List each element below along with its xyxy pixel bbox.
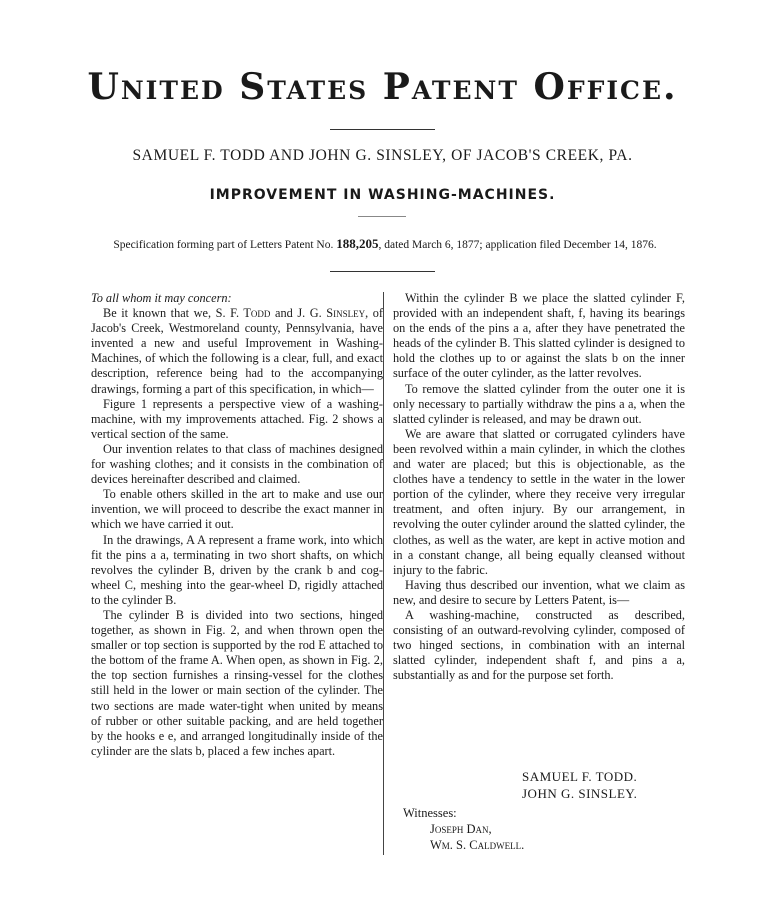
spec-rule (330, 271, 435, 272)
title-rule (330, 129, 435, 130)
improvement-title: IMPROVEMENT IN WASHING-MACHINES. (209, 187, 556, 203)
left-column (91, 291, 383, 759)
paragraph-5: In the drawings, A A represent a frame work, into which fit the pins a a, terminating in two short shafts, on which revolves the cylinder B, driven by the crank b and cog-wheel C, meshing into the gear-wheel D, rigidly attached to the cylinder B. (91, 532, 383, 607)
salutation: To all whom it may concern: (91, 291, 232, 305)
column-divider (383, 292, 384, 855)
p1-name2: J. G. Sinsley (297, 306, 366, 321)
paragraph-4: To enable others skilled in the art to make and use our invention, we will proceed to describe the exact manner in which we have carried it out. (91, 487, 383, 532)
spec-after: , dated March 6, 1877; application filed December 14, 1876. (378, 239, 657, 251)
office-title: United States Patent Office. (87, 66, 678, 108)
paragraph-10: Having thus described our invention, what we claim as new, and desire to secure by Letters Patent, is— (393, 577, 685, 607)
specification-line (95, 236, 675, 253)
p1-start: Be it known that we, (103, 306, 216, 321)
witness-2: Wm. S. Caldwell. (430, 838, 525, 852)
paragraph-3: Our invention relates to that class of machines designed for washing clothes; and it consists in the combination of devices hereinafter described and claimed. (91, 441, 383, 487)
p1-mid: and (270, 306, 298, 321)
paragraph-2: Figure 1 represents a perspective view of a washing-machine, with my improvements attached. Fig. 2 shows a vertical section of the same. (91, 396, 383, 441)
witnesses-block (403, 805, 524, 853)
paragraph-7: Within the cylinder B we place the slatted cylinder F, provided with an independent shaft, f, having its bearings on the ends of the pins a a, after they have penetrated the heads of the cylinder B. This slatted cylinder is designed to hold the clothes up to or against the slats b on the inner surface of the outer cylinder, as the latter revolves. (393, 291, 685, 381)
inventor-1-signature: SAMUEL F. TODD. (522, 769, 638, 784)
witnesses-label: Witnesses: (403, 806, 457, 820)
witness-1: Joseph Dan, (430, 822, 492, 836)
inventor-signatures (522, 768, 637, 802)
inventor-2-signature: JOHN G. SINSLEY. (522, 786, 638, 801)
paragraph-8: To remove the slatted cylinder from the outer one it is only necessary to partially withdraw the pins a a, when the slatted cylinder is released, and may be drawn out. (393, 381, 685, 426)
paragraph-9: We are aware that slatted or corrugated cylinders have been revolved within a main cylinder, in which the clothes and water are placed; but this is objectionable, as the clothes have a tendency to settle in the water in the lower portion of the cylinder, where they receive very irregular treatment, and often injury. By our arrangement, in revolving the outer cylinder around the slatted cylinder, the clothes, as well as the water, are kept in active motion and in a constant change, all being equally cleansed without injury to the fabric. (393, 426, 685, 577)
improvement-rule (358, 216, 406, 217)
right-column (393, 291, 685, 683)
paragraph-11: A washing-machine, constructed as described, consisting of an outward-revolving cylinder, composed of two hinged sections, in combination with an internal slatted cylinder, independent shaft f, and pins a a, substantially as and for the purpose set forth. (393, 607, 685, 683)
paragraph-1 (91, 306, 383, 397)
spec-before: Specification forming part of Letters Patent No. (113, 239, 337, 251)
inventors-line: SAMUEL F. TODD AND JOHN G. SINSLEY, OF JACOB'S CREEK, PA. (132, 147, 633, 164)
patent-number: 188,205 (336, 236, 379, 251)
paragraph-6: The cylinder B is divided into two sections, hinged together, as shown in Fig. 2, and when thrown open the smaller or top section is supported by the rod E attached to the bottom of the frame A. When open, as shown in Fig. 2, the top section furnishes a rinsing-vessel for the clothes still held in the lower or main section of the cylinder. The two sections are made water-tight when united by means of rubber or other suitable packing, and are held together by the hooks e e, and arranged longitudinally inside of the cylinder are the slats b, placed a few inches apart. (91, 607, 383, 758)
p1-name1: S. F. Todd (215, 306, 271, 321)
p1-rest: , of Jacob's Creek, Westmoreland county, Pennsylvania, have invented a new and useful Improvement in Washing-Machines, of which the following is a clear, full, and exact description, reference being had to the accompanying drawings, forming a part of this specification, in which— (91, 306, 383, 396)
